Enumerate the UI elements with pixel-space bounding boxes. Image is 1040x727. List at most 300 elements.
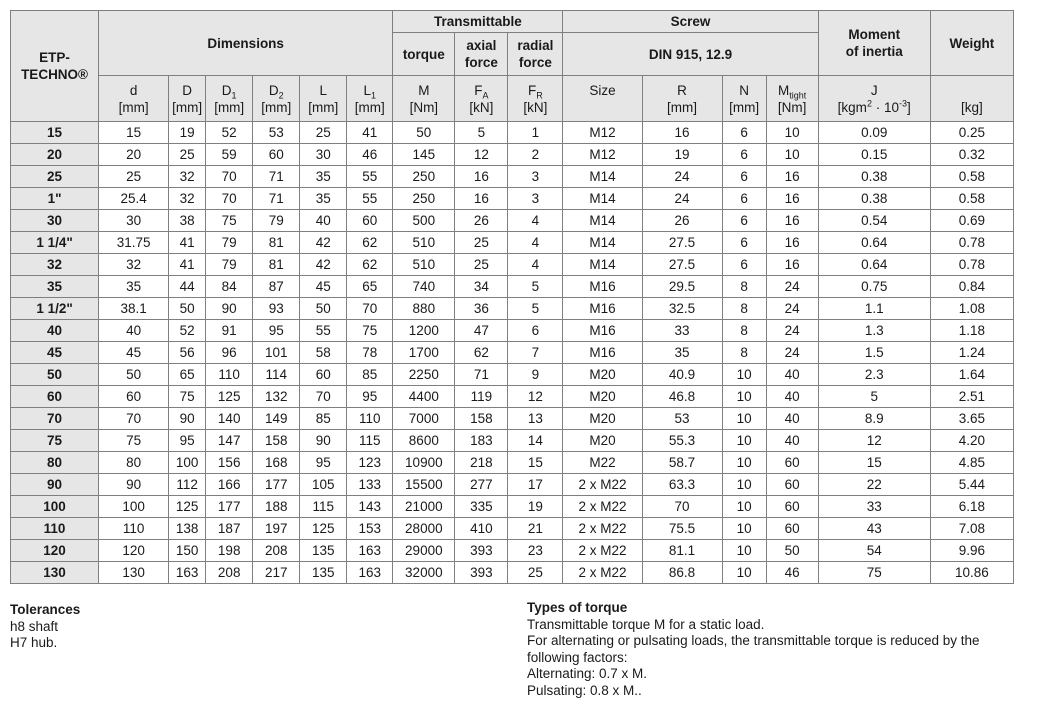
cell-L: 60 [300, 364, 347, 386]
cell-J: 0.75 [818, 276, 930, 298]
cell-D2: 217 [253, 562, 300, 584]
cell-FR: 4 [508, 232, 563, 254]
cell-M: 21000 [393, 496, 455, 518]
cell-L1: 133 [347, 474, 393, 496]
cell-Mtight: 24 [766, 276, 818, 298]
cell-R: 24 [642, 166, 722, 188]
tolerances-note [10, 602, 310, 652]
cell-L1: 153 [347, 518, 393, 540]
cell-screw-size: M20 [563, 430, 642, 452]
cell-N: 10 [722, 562, 766, 584]
tolerance-line: h8 shaft [10, 618, 59, 634]
cell-FA: 25 [455, 232, 508, 254]
cell-FA: 26 [455, 210, 508, 232]
cell-N: 10 [722, 386, 766, 408]
cell-M: 510 [393, 232, 455, 254]
cell-FA: 34 [455, 276, 508, 298]
cell-D: 50 [169, 298, 206, 320]
cell-D1: 110 [206, 364, 253, 386]
cell-M: 250 [393, 188, 455, 210]
table-row [11, 452, 1014, 474]
col-header-d: d [mm] [99, 76, 169, 122]
cell-M: 29000 [393, 540, 455, 562]
cell-L: 105 [300, 474, 347, 496]
cell-weight: 5.44 [930, 474, 1013, 496]
cell-L: 40 [300, 210, 347, 232]
torque-types-line: Pulsating: 0.8 x M.. [527, 682, 642, 698]
cell-N: 10 [722, 496, 766, 518]
cell-M: 740 [393, 276, 455, 298]
cell-M: 500 [393, 210, 455, 232]
header-transmittable: Transmittable [393, 11, 563, 33]
header-radial-force: radial force [508, 33, 563, 76]
cell-weight: 7.08 [930, 518, 1013, 540]
cell-D: 112 [169, 474, 206, 496]
cell-size: 35 [11, 276, 99, 298]
cell-L: 135 [300, 562, 347, 584]
cell-screw-size: M20 [563, 386, 642, 408]
cell-N: 10 [722, 408, 766, 430]
cell-D2: 158 [253, 430, 300, 452]
cell-M: 510 [393, 254, 455, 276]
cell-R: 81.1 [642, 540, 722, 562]
cell-R: 29.5 [642, 276, 722, 298]
cell-R: 19 [642, 144, 722, 166]
cell-D1: 59 [206, 144, 253, 166]
cell-size: 20 [11, 144, 99, 166]
cell-weight: 9.96 [930, 540, 1013, 562]
cell-L: 95 [300, 452, 347, 474]
cell-D1: 90 [206, 298, 253, 320]
cell-R: 40.9 [642, 364, 722, 386]
torque-types-line: Transmittable torque M for a static load. [527, 616, 765, 632]
col-header-R: R [mm] [642, 76, 722, 122]
cell-FA: 12 [455, 144, 508, 166]
cell-weight: 4.20 [930, 430, 1013, 452]
cell-weight: 4.85 [930, 452, 1013, 474]
cell-D1: 125 [206, 386, 253, 408]
spec-table [10, 10, 1014, 584]
cell-FA: 393 [455, 540, 508, 562]
cell-d: 60 [99, 386, 169, 408]
cell-N: 8 [722, 276, 766, 298]
cell-d: 31.75 [99, 232, 169, 254]
tolerance-line: H7 hub. [10, 635, 58, 650]
cell-screw-size: M16 [563, 320, 642, 342]
cell-FR: 3 [508, 166, 563, 188]
cell-D2: 177 [253, 474, 300, 496]
cell-Mtight: 24 [766, 320, 818, 342]
cell-M: 7000 [393, 408, 455, 430]
cell-screw-size: M14 [563, 254, 642, 276]
torque-types-line: Alternating: 0.7 x M. [527, 666, 648, 681]
cell-FA: 36 [455, 298, 508, 320]
cell-L1: 85 [347, 364, 393, 386]
cell-D2: 197 [253, 518, 300, 540]
cell-Mtight: 40 [766, 364, 818, 386]
cell-FR: 6 [508, 320, 563, 342]
cell-screw-size: M20 [563, 364, 642, 386]
cell-D2: 81 [253, 232, 300, 254]
cell-R: 27.5 [642, 232, 722, 254]
cell-size: 70 [11, 408, 99, 430]
cell-d: 75 [99, 430, 169, 452]
cell-D: 56 [169, 342, 206, 364]
cell-weight: 1.08 [930, 298, 1013, 320]
cell-d: 25.4 [99, 188, 169, 210]
cell-D2: 71 [253, 188, 300, 210]
cell-R: 16 [642, 122, 722, 144]
cell-D: 32 [169, 166, 206, 188]
cell-screw-size: M12 [563, 144, 642, 166]
cell-weight: 1.24 [930, 342, 1013, 364]
cell-M: 1700 [393, 342, 455, 364]
cell-J: 54 [818, 540, 930, 562]
header-dimensions: Dimensions [99, 11, 393, 76]
cell-L: 70 [300, 386, 347, 408]
cell-size: 50 [11, 364, 99, 386]
cell-J: 0.64 [818, 254, 930, 276]
cell-L: 30 [300, 144, 347, 166]
cell-N: 6 [722, 166, 766, 188]
cell-N: 8 [722, 298, 766, 320]
cell-d: 30 [99, 210, 169, 232]
cell-D: 52 [169, 320, 206, 342]
col-header-J: J $[kgm^2 \cdot 10^{-3}]$ [818, 76, 930, 122]
cell-FR: 2 [508, 144, 563, 166]
cell-R: 27.5 [642, 254, 722, 276]
cell-d: 38.1 [99, 298, 169, 320]
cell-R: 33 [642, 320, 722, 342]
cell-Mtight: 46 [766, 562, 818, 584]
cell-L1: 163 [347, 540, 393, 562]
col-header-D2: $D_2$ [mm] [253, 76, 300, 122]
cell-J: 8.9 [818, 408, 930, 430]
col-header-L: L [mm] [300, 76, 347, 122]
cell-d: 45 [99, 342, 169, 364]
cell-FA: 119 [455, 386, 508, 408]
cell-D: 125 [169, 496, 206, 518]
cell-FR: 14 [508, 430, 563, 452]
cell-L: 115 [300, 496, 347, 518]
cell-screw-size: M14 [563, 210, 642, 232]
cell-J: 43 [818, 518, 930, 540]
cell-M: 880 [393, 298, 455, 320]
header-screw: Screw [563, 11, 818, 33]
cell-screw-size: M12 [563, 122, 642, 144]
cell-L: 135 [300, 540, 347, 562]
cell-Mtight: 16 [766, 254, 818, 276]
cell-D: 95 [169, 430, 206, 452]
cell-size: 130 [11, 562, 99, 584]
cell-screw-size: M14 [563, 188, 642, 210]
cell-D1: 198 [206, 540, 253, 562]
cell-size: 1" [11, 188, 99, 210]
cell-size: 32 [11, 254, 99, 276]
cell-R: 86.8 [642, 562, 722, 584]
cell-J: 1.3 [818, 320, 930, 342]
cell-L1: 62 [347, 232, 393, 254]
cell-L: 42 [300, 232, 347, 254]
cell-weight: 1.64 [930, 364, 1013, 386]
cell-N: 6 [722, 254, 766, 276]
cell-FA: 183 [455, 430, 508, 452]
cell-size: 45 [11, 342, 99, 364]
cell-FR: 17 [508, 474, 563, 496]
cell-Mtight: 60 [766, 518, 818, 540]
table-row [11, 386, 1014, 408]
cell-FR: 21 [508, 518, 563, 540]
header-torque: torque [393, 33, 455, 76]
cell-weight: 0.32 [930, 144, 1013, 166]
cell-size: 40 [11, 320, 99, 342]
cell-D: 138 [169, 518, 206, 540]
cell-D: 25 [169, 144, 206, 166]
cell-FA: 71 [455, 364, 508, 386]
cell-FR: 1 [508, 122, 563, 144]
cell-screw-size: 2 x M22 [563, 562, 642, 584]
cell-D2: 168 [253, 452, 300, 474]
cell-FR: 4 [508, 210, 563, 232]
cell-D2: 93 [253, 298, 300, 320]
cell-D2: 188 [253, 496, 300, 518]
cell-screw-size: M16 [563, 298, 642, 320]
header-etp-techno: ETP- TECHNO® [11, 11, 99, 122]
cell-D: 75 [169, 386, 206, 408]
cell-weight: 0.58 [930, 166, 1013, 188]
col-header-D: D [mm] [169, 76, 206, 122]
cell-L: 125 [300, 518, 347, 540]
cell-size: 120 [11, 540, 99, 562]
cell-D2: 132 [253, 386, 300, 408]
table-body [11, 122, 1014, 584]
cell-D: 32 [169, 188, 206, 210]
torque-types-note [527, 600, 1027, 699]
cell-L1: 60 [347, 210, 393, 232]
cell-Mtight: 60 [766, 452, 818, 474]
table-row [11, 562, 1014, 584]
header-axial-force: axial force [455, 33, 508, 76]
cell-D2: 53 [253, 122, 300, 144]
table-row [11, 430, 1014, 452]
cell-d: 100 [99, 496, 169, 518]
cell-FR: 15 [508, 452, 563, 474]
cell-weight: 0.84 [930, 276, 1013, 298]
cell-Mtight: 60 [766, 474, 818, 496]
cell-L: 35 [300, 188, 347, 210]
cell-D2: 71 [253, 166, 300, 188]
cell-L: 85 [300, 408, 347, 430]
cell-D: 41 [169, 232, 206, 254]
cell-FA: 393 [455, 562, 508, 584]
table-row [11, 188, 1014, 210]
cell-M: 10900 [393, 452, 455, 474]
cell-D1: 79 [206, 232, 253, 254]
cell-D2: 95 [253, 320, 300, 342]
cell-Mtight: 24 [766, 298, 818, 320]
cell-J: 0.38 [818, 188, 930, 210]
cell-d: 120 [99, 540, 169, 562]
cell-D: 65 [169, 364, 206, 386]
cell-Mtight: 40 [766, 386, 818, 408]
cell-screw-size: M14 [563, 232, 642, 254]
cell-size: 60 [11, 386, 99, 408]
cell-D1: 166 [206, 474, 253, 496]
cell-J: 1.1 [818, 298, 930, 320]
tolerances-title: Tolerances [10, 602, 81, 617]
cell-N: 6 [722, 122, 766, 144]
cell-R: 58.7 [642, 452, 722, 474]
cell-R: 75.5 [642, 518, 722, 540]
cell-M: 250 [393, 166, 455, 188]
cell-size: 1 1/4" [11, 232, 99, 254]
header-moment-of-inertia: Moment of inertia [818, 11, 930, 76]
cell-screw-size: M20 [563, 408, 642, 430]
cell-L1: 95 [347, 386, 393, 408]
table-row [11, 320, 1014, 342]
cell-L: 45 [300, 276, 347, 298]
cell-weight: 0.69 [930, 210, 1013, 232]
cell-L1: 123 [347, 452, 393, 474]
cell-weight: 0.58 [930, 188, 1013, 210]
cell-N: 6 [722, 232, 766, 254]
cell-D1: 79 [206, 254, 253, 276]
cell-screw-size: 2 x M22 [563, 540, 642, 562]
cell-L1: 163 [347, 562, 393, 584]
cell-D1: 156 [206, 452, 253, 474]
cell-N: 10 [722, 518, 766, 540]
cell-J: 12 [818, 430, 930, 452]
cell-d: 35 [99, 276, 169, 298]
cell-D: 150 [169, 540, 206, 562]
cell-M: 28000 [393, 518, 455, 540]
cell-J: 0.64 [818, 232, 930, 254]
cell-screw-size: M14 [563, 166, 642, 188]
cell-M: 32000 [393, 562, 455, 584]
cell-d: 50 [99, 364, 169, 386]
cell-N: 8 [722, 320, 766, 342]
cell-R: 26 [642, 210, 722, 232]
cell-L1: 41 [347, 122, 393, 144]
cell-D: 38 [169, 210, 206, 232]
cell-R: 35 [642, 342, 722, 364]
cell-Mtight: 40 [766, 430, 818, 452]
cell-M: 1200 [393, 320, 455, 342]
cell-L1: 78 [347, 342, 393, 364]
cell-FR: 25 [508, 562, 563, 584]
table-row [11, 496, 1014, 518]
cell-L1: 110 [347, 408, 393, 430]
cell-FR: 5 [508, 276, 563, 298]
torque-types-line: For alternating or pulsating loads, the transmittable torque is reduced by the [527, 633, 980, 648]
cell-D2: 81 [253, 254, 300, 276]
cell-size: 110 [11, 518, 99, 540]
cell-R: 24 [642, 188, 722, 210]
cell-L: 55 [300, 320, 347, 342]
cell-screw-size: 2 x M22 [563, 496, 642, 518]
cell-FR: 5 [508, 298, 563, 320]
cell-D: 90 [169, 408, 206, 430]
cell-d: 20 [99, 144, 169, 166]
cell-D1: 70 [206, 166, 253, 188]
header-screw-standard: DIN 915, 12.9 [563, 33, 818, 76]
cell-N: 6 [722, 210, 766, 232]
cell-M: 8600 [393, 430, 455, 452]
cell-size: 30 [11, 210, 99, 232]
cell-d: 40 [99, 320, 169, 342]
cell-M: 4400 [393, 386, 455, 408]
cell-D1: 187 [206, 518, 253, 540]
cell-Mtight: 50 [766, 540, 818, 562]
cell-Mtight: 16 [766, 210, 818, 232]
cell-FA: 335 [455, 496, 508, 518]
cell-R: 53 [642, 408, 722, 430]
cell-J: 33 [818, 496, 930, 518]
cell-size: 80 [11, 452, 99, 474]
cell-N: 6 [722, 188, 766, 210]
table-row [11, 474, 1014, 496]
cell-weight: 0.25 [930, 122, 1013, 144]
cell-N: 10 [722, 540, 766, 562]
cell-D1: 52 [206, 122, 253, 144]
col-header-weight: [kg] [930, 76, 1013, 122]
header-weight: Weight [930, 11, 1013, 76]
table-row [11, 364, 1014, 386]
cell-R: 46.8 [642, 386, 722, 408]
cell-FR: 4 [508, 254, 563, 276]
table-row [11, 122, 1014, 144]
cell-D1: 96 [206, 342, 253, 364]
cell-FA: 5 [455, 122, 508, 144]
cell-Mtight: 16 [766, 188, 818, 210]
cell-d: 110 [99, 518, 169, 540]
cell-L1: 75 [347, 320, 393, 342]
torque-types-title: Types of torque [527, 600, 628, 615]
cell-D1: 70 [206, 188, 253, 210]
cell-D2: 149 [253, 408, 300, 430]
cell-size: 75 [11, 430, 99, 452]
cell-N: 10 [722, 364, 766, 386]
cell-weight: 0.78 [930, 254, 1013, 276]
col-header-Mtight: $M_{tight}$ [Nm] [766, 76, 818, 122]
col-header-M: M [Nm] [393, 76, 455, 122]
cell-d: 70 [99, 408, 169, 430]
col-header-N: N [mm] [722, 76, 766, 122]
cell-J: 1.5 [818, 342, 930, 364]
col-header-L1: $L_1$ [mm] [347, 76, 393, 122]
torque-types-line: following factors: [527, 649, 628, 665]
cell-FA: 16 [455, 166, 508, 188]
cell-L: 35 [300, 166, 347, 188]
cell-d: 32 [99, 254, 169, 276]
cell-D1: 140 [206, 408, 253, 430]
cell-D: 41 [169, 254, 206, 276]
cell-J: 5 [818, 386, 930, 408]
cell-D2: 114 [253, 364, 300, 386]
cell-D2: 60 [253, 144, 300, 166]
cell-J: 2.3 [818, 364, 930, 386]
cell-Mtight: 10 [766, 122, 818, 144]
cell-weight: 1.18 [930, 320, 1013, 342]
cell-J: 75 [818, 562, 930, 584]
cell-FA: 47 [455, 320, 508, 342]
cell-Mtight: 24 [766, 342, 818, 364]
cell-J: 0.38 [818, 166, 930, 188]
cell-D1: 75 [206, 210, 253, 232]
cell-weight: 6.18 [930, 496, 1013, 518]
cell-L1: 65 [347, 276, 393, 298]
cell-R: 63.3 [642, 474, 722, 496]
